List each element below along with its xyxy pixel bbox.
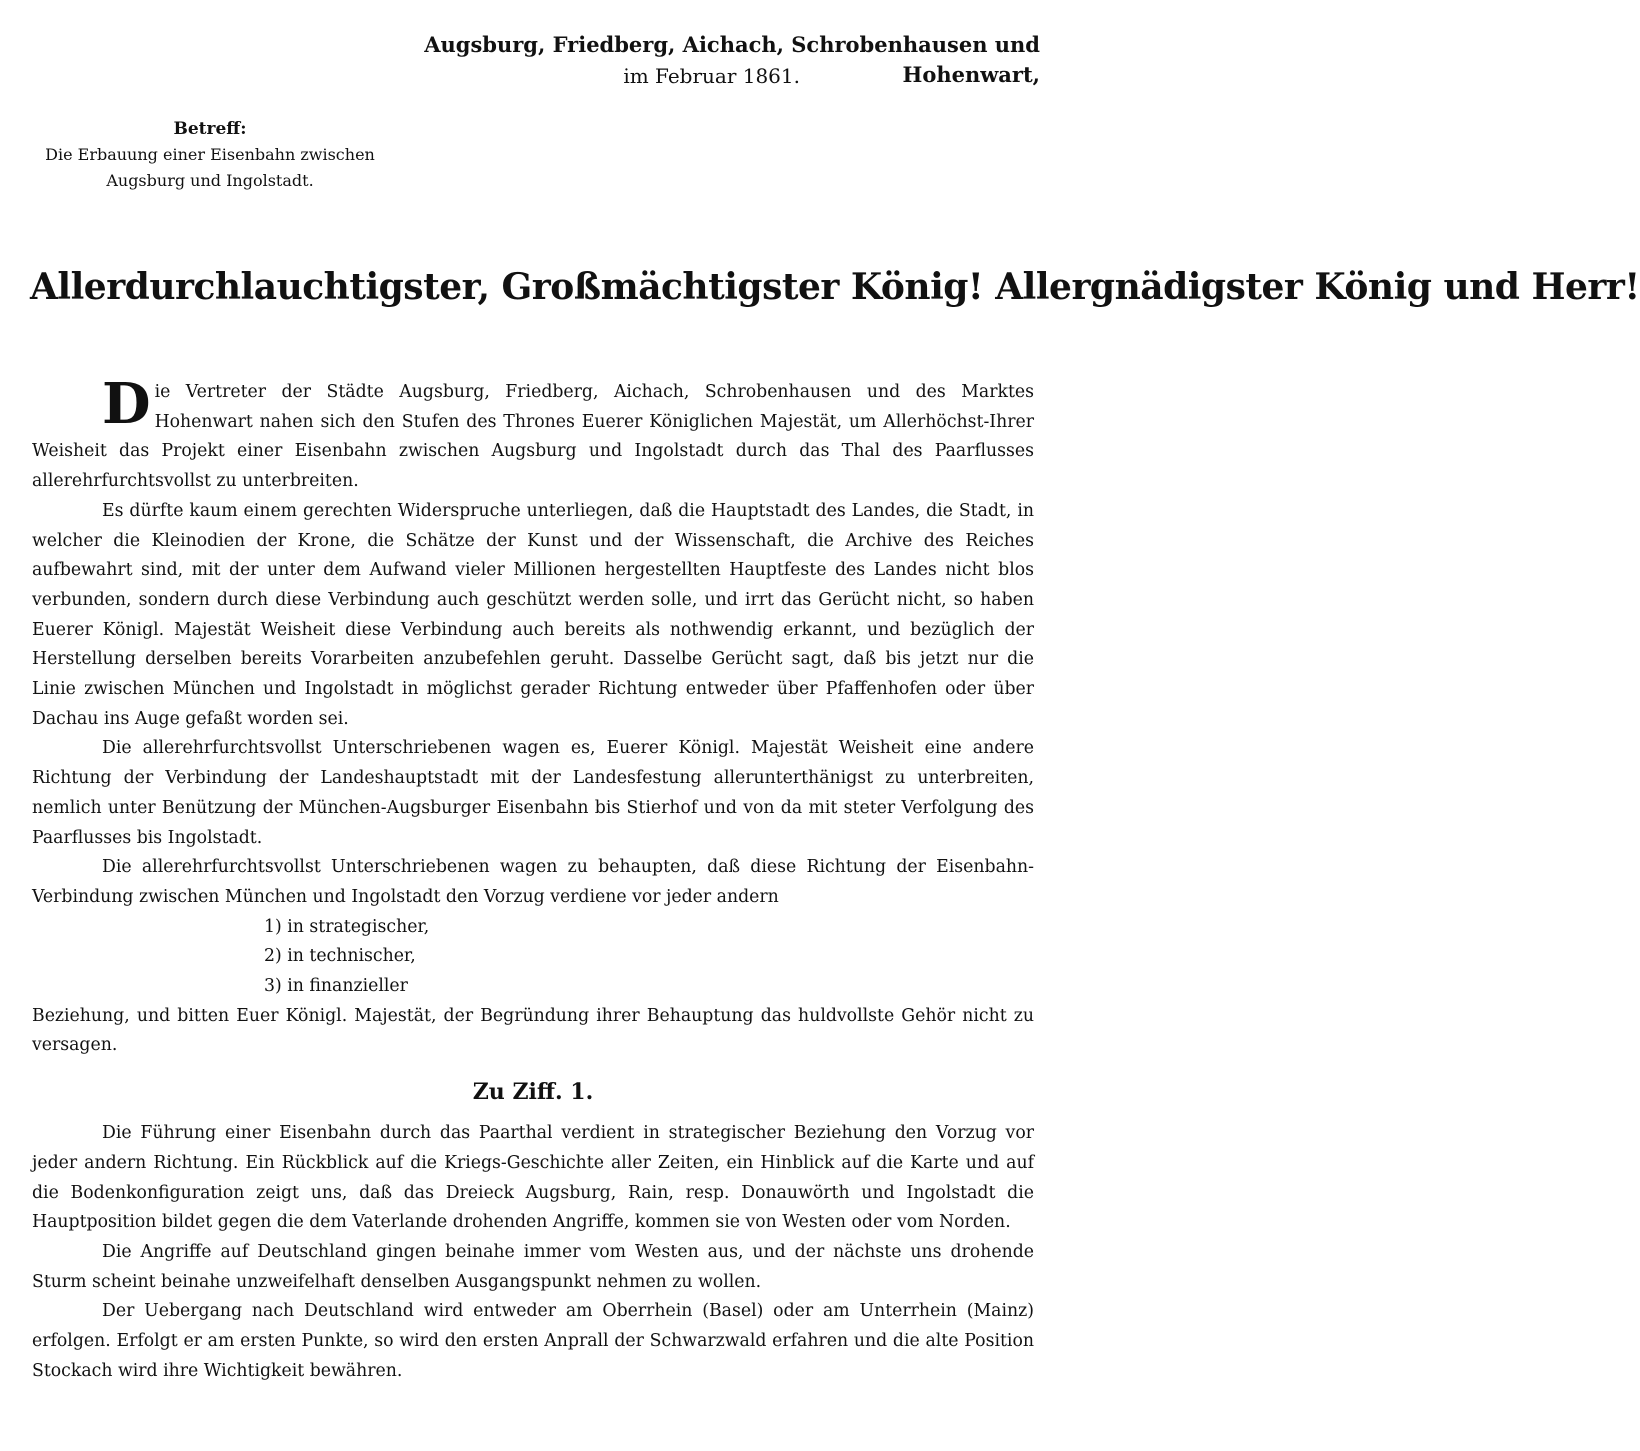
paragraph-7: Die Angriffe auf Deutschland gingen beinahe immer vom Westen aus, und der nächste uns drohende Sturm scheint beinahe unzweifelhaft denselben Ausgangspunkt nehmen zu wollen. [32, 1241, 1034, 1292]
subject-line-2: Augsburg und Ingolstadt. [106, 171, 314, 190]
header-date: im Februar 1861. [623, 64, 800, 88]
paragraph-1-text: ie Vertreter der Städte Augsburg, Friedberg, Aichach, Schrobenhausen und des Marktes Hohenwart nahen sich den Stufen des Thrones Euerer Königlichen Majestät, um Allerhöchst-Ihrer Weisheit das Projekt einer Eisenbahn zwischen Augsburg und Ingolstadt durch das Thal des Paarflusses allerehrfurchtsvollst zu unterbreiten. [32, 382, 1034, 492]
subject-label: Betreff: [173, 119, 247, 139]
subject-line-1: Die Erbauung einer Eisenbahn zwischen [45, 145, 375, 164]
list-item: 2) in technischer, [264, 946, 416, 967]
paragraph-4: Die allerehrfurchtsvollst Unterschriebenen wagen zu behaupten, daß diese Richtung der Eisenbahn-Verbindung zwischen München und Ingolstadt den Vorzug verdiene vor jeder andern [32, 857, 1034, 907]
paragraph-1 [32, 371, 1034, 497]
paragraph-2: Es dürfte kaum einem gerechten Widerspruche unterliegen, daß die Hauptstadt des Landes, die Stadt, in welcher die Kleinodien der Krone, die Schätze der Kunst und der Wissenschaft, die Archive des Reiches aufbewahrt sind, mit der unter dem Aufwand vieler Millionen hergestellten Hauptfeste des Landes nicht blos verbunden, sondern durch diese Verbindung auch geschützt werden solle, und irrt das Gerücht nicht, so haben Euerer Königl. Majestät Weisheit diese Verbindung auch bereits als nothwendig erkannt, und bezüglich der Herstellung derselben bereits Vorarbeiten anzubefehlen geruht. Dasselbe Gerücht sagt, daß bis jetzt nur die Linie zwischen München und Ingolstadt in möglichst gerader Richtung entweder über Pfaffenhofen oder über Dachau ins Auge gefaßt worden sei. [32, 500, 1034, 729]
section-heading: Zu Ziff. 1. [472, 1079, 594, 1106]
salutation-heading: Allerdurchlauchtigster, Großmächtigster König! Allergnädigster König und Herr! [30, 266, 1640, 308]
document-body [32, 371, 1034, 1387]
subject-block [30, 116, 390, 194]
list-item: 3) in finanzieller [264, 976, 408, 997]
reasons-list [32, 913, 1034, 1002]
header-places: Augsburg, Friedberg, Aichach, Schrobenhausen und Hohenwart, [424, 32, 1040, 87]
paragraph-5: Beziehung, und bitten Euer Königl. Majestät, der Begründung ihrer Behauptung das huldvollste Gehör nicht zu versagen. [32, 1005, 1034, 1056]
paragraph-3: Die allerehrfurchtsvollst Unterschriebenen wagen es, Euerer Königl. Majestät Weisheit eine andere Richtung der Verbindung der Landeshauptstadt mit der Landesfestung allerunterthänigst zu unterbreiten, nemlich unter Benützung der München-Augsburger Eisenbahn bis Stierhof und von da mit steter Verfolgung des Paarflusses bis Ingolstadt. [32, 738, 1034, 848]
list-item: 1) in strategischer, [264, 916, 430, 937]
paragraph-8: Der Uebergang nach Deutschland wird entweder am Oberrhein (Basel) oder am Unterrhein (Mainz) erfolgen. Erfolgt er am ersten Punkte, so wird den ersten Anprall der Schwarzwald erfahren und die alte Position Stockach wird ihre Wichtigkeit bewähren. [32, 1301, 1034, 1381]
paragraph-6: Die Führung einer Eisenbahn durch das Paarthal verdient in strategischer Beziehung den Vorzug vor jeder andern Richtung. Ein Rückblick auf die Kriegs-Geschichte aller Zeiten, ein Hinblick auf die Karte und auf die Bodenkonfiguration zeigt uns, daß das Dreieck Augsburg, Rain, resp. Donauwörth und Ingolstadt die Hauptposition bildet gegen die dem Vaterlande drohenden Angriffe, kommen sie von Westen oder vom Norden. [32, 1123, 1034, 1233]
drop-cap: D [102, 371, 151, 437]
